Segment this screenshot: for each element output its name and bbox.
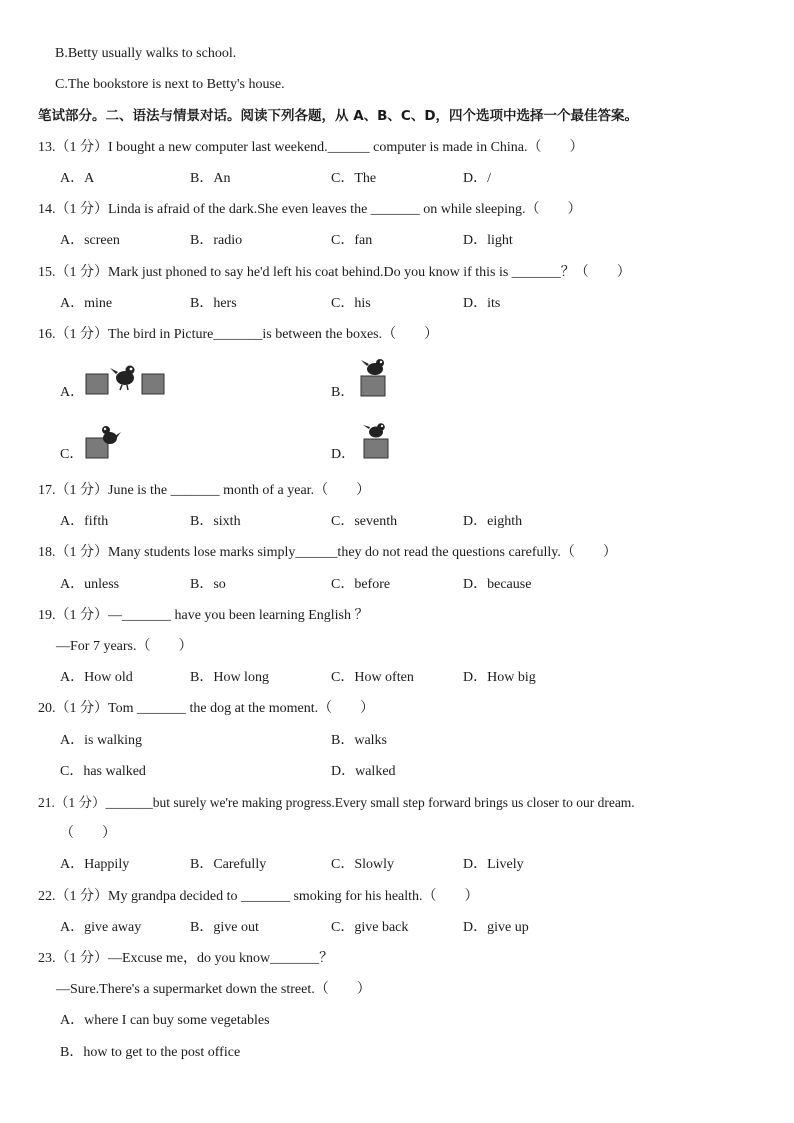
q20-option-b[interactable]: B．walks (331, 733, 387, 748)
q17-option-c[interactable]: C．seventh (331, 514, 398, 529)
q19-option-d[interactable]: D．How big (463, 670, 536, 685)
q18-option-c[interactable]: C．before (331, 577, 391, 592)
q19-option-b[interactable]: B．How long (190, 670, 269, 685)
question-22-stem: 22.（1 分）My grandpa decided to _______ smoking for his health.（ ） (38, 889, 479, 904)
q14-option-b[interactable]: B．radio (190, 233, 243, 248)
question-18-stem: 18.（1 分）Many students lose marks simply______they do not read the questions carefully.（ ） (38, 545, 617, 560)
bird-on-box-picture (358, 358, 392, 398)
question-17-stem: 17.（1 分）June is the _______ month of a year.（ ） (38, 483, 371, 498)
q20-option-d[interactable]: D．walked (331, 764, 396, 779)
q16-option-b[interactable]: B． (331, 385, 355, 400)
q17-option-d[interactable]: D．eighth (463, 514, 523, 529)
q16-option-d[interactable]: D． (331, 447, 356, 462)
q13-option-b[interactable]: B．An (190, 171, 231, 186)
q19-option-a[interactable]: A．How old (60, 670, 133, 685)
q16-option-c[interactable]: C． (60, 447, 84, 462)
question-21-answer-bracket: （ ） (60, 826, 116, 841)
q15-option-d[interactable]: D．its (463, 296, 501, 311)
bird-beside-box-picture (84, 424, 124, 460)
question-14-stem: 14.（1 分）Linda is afraid of the dark.She even leaves the _______ on while sleeping.（ ） (38, 202, 582, 217)
q22-option-d[interactable]: D．give up (463, 920, 529, 935)
question-16-stem: 16.（1 分）The bird in Picture_______is between the boxes.（ ） (38, 327, 439, 342)
question-23-reply: —Sure.There's a supermarket down the street.（ ） (56, 982, 371, 997)
q15-option-c[interactable]: C．his (331, 296, 371, 311)
q23-option-a[interactable]: A．where I can buy some vegetables (60, 1013, 270, 1028)
q21-option-b[interactable]: B．Carefully (190, 857, 267, 872)
option-c-bookstore: C.The bookstore is next to Betty's house. (55, 77, 285, 92)
q20-option-a[interactable]: A．is walking (60, 733, 143, 748)
q14-option-a[interactable]: A．screen (60, 233, 120, 248)
question-15-stem: 15.（1 分）Mark just phoned to say he'd left his coat behind.Do you know if this is _______？（ ） (38, 265, 631, 280)
q22-option-b[interactable]: B．give out (190, 920, 259, 935)
option-b-betty: B.Betty usually walks to school. (55, 46, 237, 61)
question-23-stem: 23.（1 分）—Excuse me，do you know_______？ (38, 951, 334, 966)
q13-option-a[interactable]: A．A (60, 171, 95, 186)
q16-option-a[interactable]: A． (60, 385, 85, 400)
q23-option-b[interactable]: B．how to get to the post office (60, 1045, 241, 1060)
section-heading: 笔试部分。二、语法与情景对话。阅读下列各题，从 A、B、C、D，四个选项中选择一个最佳答案。 (38, 108, 639, 124)
question-20-stem: 20.（1 分）Tom _______ the dog at the moment.（ ） (38, 701, 375, 716)
q18-option-b[interactable]: B．so (190, 577, 226, 592)
q17-option-b[interactable]: B．sixth (190, 514, 241, 529)
question-19-stem: 19.（1 分）—_______ have you been learning English ？ (38, 608, 369, 623)
q18-option-d[interactable]: D．because (463, 577, 532, 592)
q14-option-c[interactable]: C．fan (331, 233, 373, 248)
q14-option-d[interactable]: D．light (463, 233, 513, 248)
q17-option-a[interactable]: A．fifth (60, 514, 109, 529)
q22-option-c[interactable]: C．give back (331, 920, 409, 935)
q20-option-c[interactable]: C．has walked (60, 764, 146, 779)
q15-option-a[interactable]: A．mine (60, 296, 113, 311)
q13-option-c[interactable]: C．The (331, 171, 377, 186)
q21-option-c[interactable]: C．Slowly (331, 857, 395, 872)
bird-above-box-picture (360, 422, 394, 460)
bird-between-boxes-picture (84, 360, 168, 396)
q13-option-d[interactable]: D．/ (463, 171, 491, 186)
question-21-stem: 21.（1 分）_______but surely we're making progress.Every small step forward brings us closer to our dream. (38, 795, 635, 810)
q15-option-b[interactable]: B．hers (190, 296, 237, 311)
q22-option-a[interactable]: A．give away (60, 920, 142, 935)
question-19-reply: —For 7 years.（ ） (56, 639, 193, 654)
q21-option-d[interactable]: D．Lively (463, 857, 524, 872)
q21-option-a[interactable]: A．Happily (60, 857, 130, 872)
q18-option-a[interactable]: A．unless (60, 577, 120, 592)
question-13-stem: 13.（1 分）I bought a new computer last weekend.______ computer is made in China.（ ） (38, 140, 584, 155)
q19-option-c[interactable]: C．How often (331, 670, 414, 685)
